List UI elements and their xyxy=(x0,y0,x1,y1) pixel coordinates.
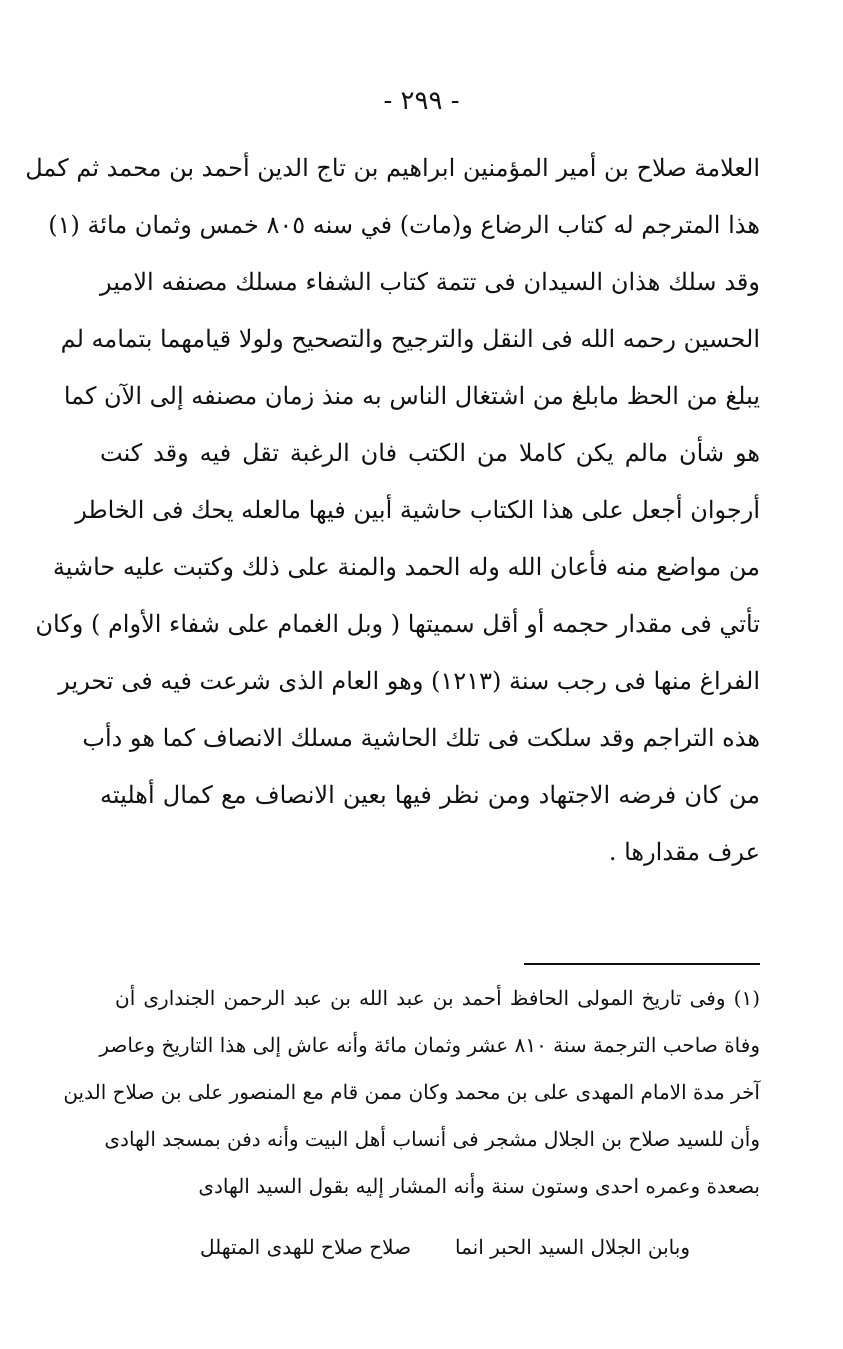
main-text-line: من كان فرضه الاجتهاد ومن نظر فيها بعين الانصاف مع كمال أهليته xyxy=(100,781,760,809)
footnotes xyxy=(63,975,760,1210)
footnote-line: بصعدة وعمره احدى وستون سنة وأنه المشار إليه بقول السيد الهادى xyxy=(198,1174,760,1198)
footnote-line: (١) وفى تاريخ المولى الحافظ أحمد بن عبد الله بن عبد الرحمن الجندارى أن xyxy=(115,986,760,1010)
footnote-separator xyxy=(524,963,760,965)
main-text-line: الفراغ منها فى رجب سنة (١٢١٣) وهو العام الذى شرعت فيه فى تحرير xyxy=(58,667,760,695)
main-text-line: العلامة صلاح بن أمير المؤمنين ابراهيم بن تاج الدين أحمد بن محمد ثم كمل xyxy=(25,154,760,182)
main-text-line: تأتي فى مقدار حجمه أو أقل سميتها ( وبل الغمام على شفاء الأوام ) وكان xyxy=(35,610,760,638)
verse-first-hemistich: وبابن الجلال السيد الحبر انما xyxy=(455,1235,690,1259)
main-text-line: عرف مقدارها . xyxy=(608,838,760,866)
main-text-line: أرجوان أجعل على هذا الكتاب حاشية أبين فيها مالعله يحك فى الخاطر xyxy=(75,496,760,524)
page-number: - ٢٩٩ - xyxy=(383,86,460,116)
main-text-line: وقد سلك هذان السيدان فى تتمة كتاب الشفاء مسلك مصنفه الامير xyxy=(100,268,760,296)
footnote-line: آخر مدة الامام المهدى على بن محمد وكان ممن قام مع المنصور على بن صلاح الدين xyxy=(63,1080,760,1104)
footnote-line: وفاة صاحب الترجمة سنة ٨١٠ عشر وثمان مائة وأنه عاش إلى هذا التاريخ وعاصر xyxy=(99,1033,760,1057)
main-text-line: هذه التراجم وقد سلكت فى تلك الحاشية مسلك الانصاف كما هو دأب xyxy=(82,724,760,752)
main-text-line: يبلغ من الحظ مابلغ من اشتغال الناس به منذ زمان مصنفه إلى الآن كما xyxy=(63,382,760,410)
main-text-line: الحسين رحمه الله فى النقل والترجيح والتصحيح ولولا قيامهما بتمامه لم xyxy=(60,325,760,353)
main-text-line: هذا المترجم له كتاب الرضاع و(مات) في سنه ٨٠٥ خمس وثمان مائة (١) xyxy=(48,211,760,239)
footnote-verse xyxy=(200,1222,690,1272)
main-text-line: من مواضع منه فأعان الله وله الحمد والمنة على ذلك وكتبت عليه حاشية xyxy=(52,553,760,581)
main-text-line: هو شأن مالم يكن كاملا من الكتب فان الرغبة تقل فيه وقد كنت xyxy=(100,439,760,467)
footnote-line: وأن للسيد صلاح بن الجلال مشجر فى أنساب أهل البيت وأنه دفن بمسجد الهادى xyxy=(104,1127,760,1151)
main-text-body xyxy=(25,140,760,881)
verse-second-hemistich: صلاح صلاح للهدى المتهلل xyxy=(200,1235,412,1259)
